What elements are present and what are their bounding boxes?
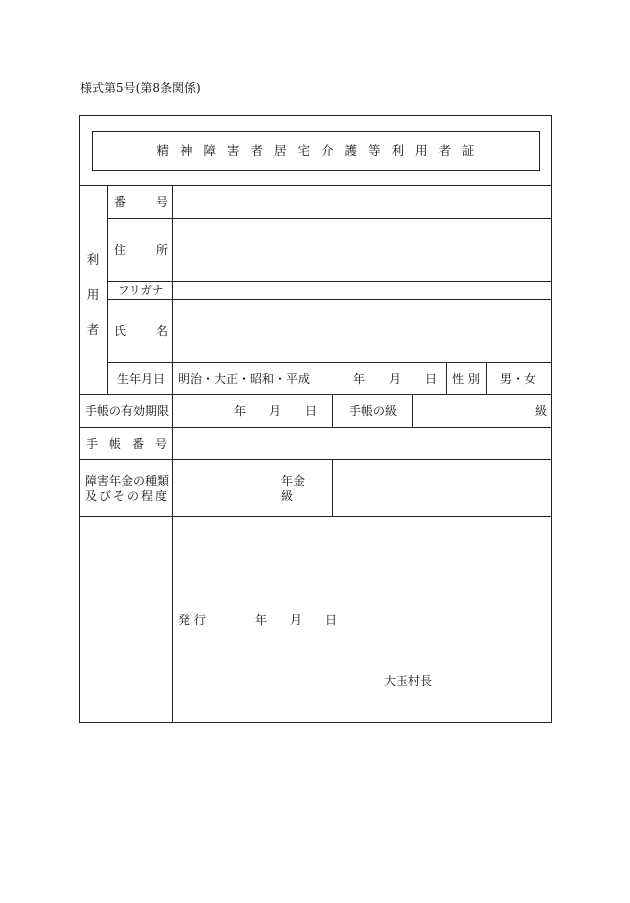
grade-label: 手帳の級 bbox=[349, 404, 398, 418]
issue-day-unit: 日 bbox=[325, 613, 338, 627]
issue-year-unit: 年 bbox=[255, 613, 268, 627]
form-number-label: 様式第5号(第8条関係) bbox=[80, 81, 201, 95]
validity-month-unit: 月 bbox=[269, 404, 282, 418]
issue-label: 発 行 bbox=[178, 613, 206, 627]
birthdate-eras[interactable]: 明治・大正・昭和・平成 bbox=[178, 372, 311, 386]
notebook-number-label: 手帳番号 bbox=[86, 437, 167, 451]
photo-area bbox=[80, 517, 172, 722]
validity-day-unit: 日 bbox=[305, 404, 318, 418]
pension-label-line1: 障害年金の種類 bbox=[85, 474, 170, 488]
birthdate-month-unit: 月 bbox=[389, 372, 402, 386]
notebook-number-field[interactable] bbox=[173, 428, 551, 459]
furigana-field[interactable] bbox=[173, 282, 551, 299]
issuer-name: 大玉村長 bbox=[384, 674, 433, 688]
pension-grade-unit: 級 bbox=[281, 489, 294, 503]
sex-label: 性 別 bbox=[452, 372, 480, 386]
address-label: 住 所 bbox=[114, 243, 168, 257]
user-section-char-1: 利 bbox=[86, 252, 100, 267]
name-label: 氏 名 bbox=[114, 324, 168, 338]
pension-type-unit: 年金 bbox=[281, 474, 306, 488]
pension-label-line2: 及びその程度 bbox=[85, 489, 167, 503]
sex-value[interactable]: 男・女 bbox=[500, 372, 537, 386]
number-field[interactable] bbox=[173, 186, 551, 218]
issue-month-unit: 月 bbox=[290, 613, 303, 627]
number-label: 番 号 bbox=[114, 195, 168, 209]
grade-unit: 級 bbox=[535, 404, 548, 418]
validity-label: 手帳の有効期限 bbox=[85, 404, 170, 418]
address-field[interactable] bbox=[173, 219, 551, 281]
name-field[interactable] bbox=[173, 300, 551, 362]
user-section-char-3: 者 bbox=[86, 322, 100, 337]
validity-year-unit: 年 bbox=[234, 404, 247, 418]
birthdate-label: 生年月日 bbox=[117, 372, 166, 386]
birthdate-year-unit: 年 bbox=[353, 372, 366, 386]
birthdate-day-unit: 日 bbox=[425, 372, 438, 386]
form-title: 精神障害者居宅介護等利用者証 bbox=[156, 143, 486, 158]
furigana-label: フリガナ bbox=[118, 283, 164, 297]
user-section-char-2: 用 bbox=[86, 287, 100, 302]
